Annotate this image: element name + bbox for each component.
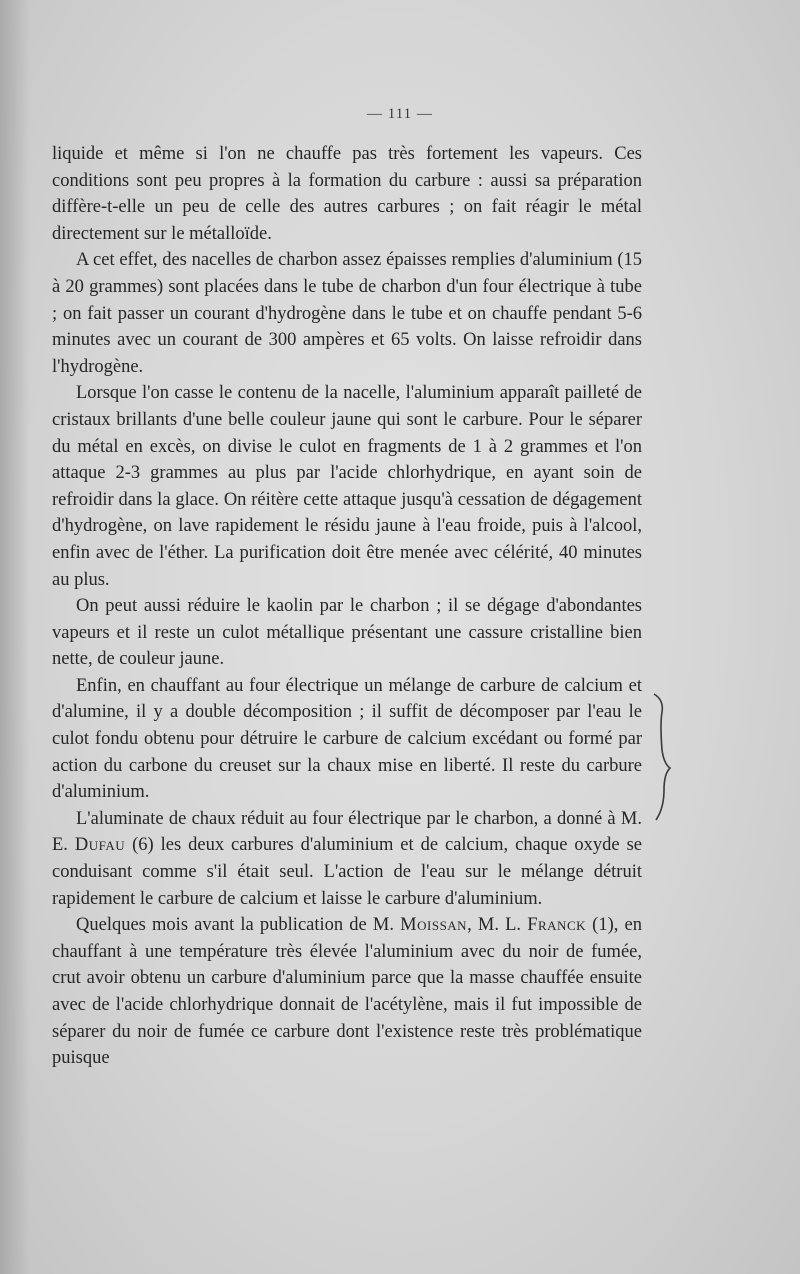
paragraph-7: [52, 912, 642, 1072]
paragraph-6-after: (6) les deux carbures d'aluminium et de calcium, chaque oxyde se conduisant comme s'il était seul. L'action de l'eau sur le mélange détruit rapidement le carbure de calcium et laisse le carbure d'aluminium.: [52, 835, 642, 909]
paragraph-7-after: (1), en chauffant à une température très élevée l'aluminium avec du noir de fumée, crut avoir obtenu un carbure d'aluminium parce que la masse chauffée ensuite avec de l'acide chlorhydrique donnait de l'acétylène, mais il fut impossible de séparer du noir de fumée ce carbure dont l'existence reste très problématique puisque: [52, 915, 642, 1069]
paragraph-1: liquide et même si l'on ne chauffe pas très fortement les vapeurs. Ces conditions sont peu propres à la formation du carbure : aussi sa préparation diffère-t-elle un peu de celle des autres carbures ; on fait réagir le métal directement sur le métalloïde.: [52, 144, 642, 244]
paragraph-6: [52, 806, 642, 912]
body-text: [52, 141, 642, 1072]
paragraph-7-before: Quelques mois avant la publication de M.: [76, 915, 401, 936]
author-name-dufau: Dufau: [74, 835, 126, 856]
paragraph-5: Enfin, en chauffant au four électrique un mélange de carbure de calcium et d'alumine, il y a double décomposition ; il suffit de décomposer par l'eau le culot fondu obtenu pour détruire le carbure de calcium excédant ou formé par action du carbone du creuset sur la chaux mise en liberté. Il reste du carbure d'aluminium.: [52, 675, 642, 803]
author-name-franck: Franck: [527, 915, 586, 936]
paragraph-7-middle: , M. L.: [467, 915, 528, 936]
paragraph-4: On peut aussi réduire le kaolin par le charbon ; il se dégage d'abondantes vapeurs et il reste un culot métallique présentant une cassure cristalline bien nette, de couleur jaune.: [52, 596, 642, 670]
margin-bracket-mark: [648, 690, 688, 825]
paragraph-6-before: L'aluminate de chaux réduit au four électrique par le charbon, a donné à M. E.: [52, 808, 642, 856]
paragraph-2: A cet effet, des nacelles de charbon assez épaisses remplies d'aluminium (15 à 20 grammes) sont placées dans le tube de charbon d'un four électrique à tube ; on fait passer un courant d'hydrogène dans le tube et on chauffe pendant 5-6 minutes avec un courant de 300 ampères et 65 volts. On laisse refroidir dans l'hydrogène.: [52, 250, 642, 377]
author-name-moissan: Moissan: [400, 915, 468, 936]
page-number: — 111 —: [367, 106, 433, 122]
paragraph-3: Lorsque l'on casse le contenu de la nacelle, l'aluminium apparaît pailleté de cristaux brillants d'une belle couleur jaune qui sont le carbure. Pour le séparer du métal en excès, on divise le culot en fragments de 1 à 2 grammes et l'on attaque 2-3 grammes au plus par l'acide chlorhydrique, en ayant soin de refroidir dans la glace. On réitère cette attaque jusqu'à cessation de dégagement d'hydrogène, on lave rapidement le résidu jaune à l'eau froide, puis à l'alcool, enfin avec de l'éther. La purification doit être menée avec célérité, 40 minutes au plus.: [52, 383, 642, 590]
